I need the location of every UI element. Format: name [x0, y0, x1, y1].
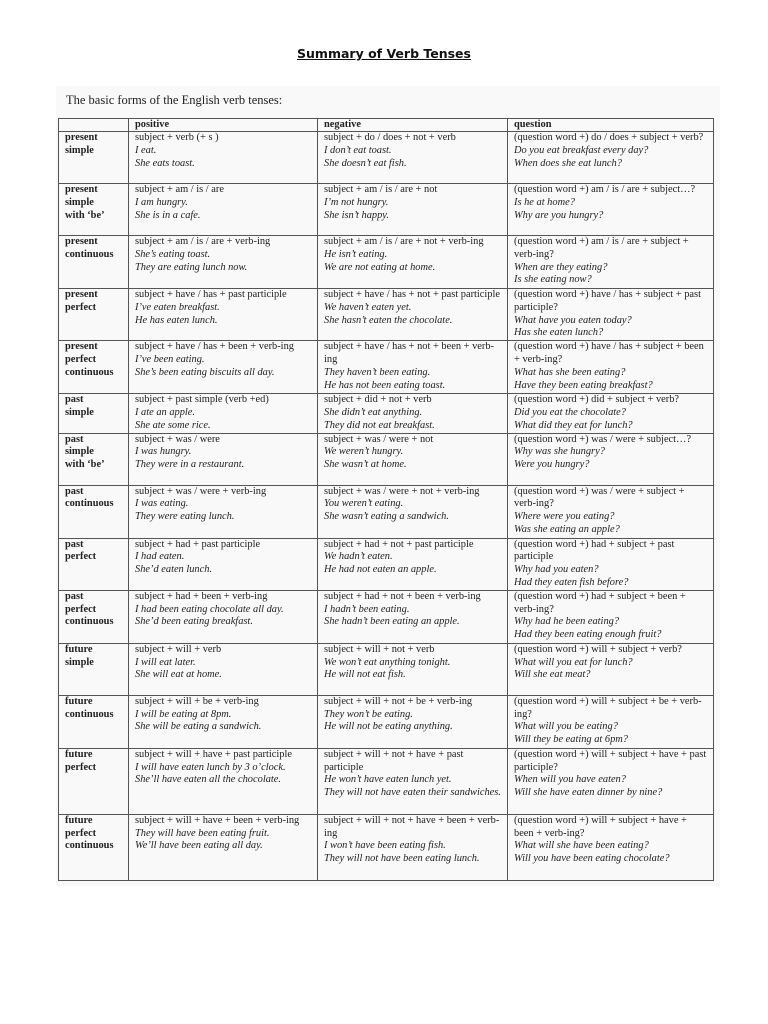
- tense-name-line: simple: [65, 144, 94, 156]
- positive-example: They were eating lunch.: [135, 511, 235, 523]
- tense-name-line: with ‘be’: [65, 209, 105, 221]
- tense-name-line: perfect: [65, 603, 97, 615]
- tense-name-line: future: [65, 695, 93, 707]
- table-body: [59, 132, 714, 881]
- positive-example: I eat.: [135, 144, 157, 156]
- negative-example: We won’t eat anything tonight.: [324, 656, 451, 668]
- question-rule: (question word +) do / does + subject + verb?: [514, 132, 704, 143]
- tense-name-cell: [59, 132, 129, 184]
- negative-example: We weren’t hungry.: [324, 446, 404, 458]
- table-row: [59, 643, 714, 695]
- negative-form-cell: [318, 433, 508, 485]
- negative-rule: subject + will + not + have + been + verb-ing: [324, 814, 500, 839]
- question-example: Why had he been eating?: [514, 616, 620, 628]
- question-form-cell: [508, 538, 714, 590]
- question-form-cell: [508, 590, 714, 643]
- question-rule: (question word +) will + subject + have + been + verb-ing?: [514, 814, 687, 839]
- tense-name-line: continuous: [65, 840, 114, 852]
- negative-rule: subject + had + not + past participle: [324, 538, 474, 550]
- negative-example: They haven’t been eating.: [324, 366, 431, 378]
- negative-example: I won’t have been eating fish.: [324, 840, 446, 852]
- table-row: [59, 814, 714, 880]
- negative-example: They won’t be eating.: [324, 708, 413, 720]
- tense-name-line: continuous: [65, 708, 114, 720]
- negative-example: She isn’t happy.: [324, 209, 389, 221]
- question-example: Where were you eating?: [514, 511, 615, 523]
- positive-example: I am hungry.: [135, 196, 188, 208]
- question-rule: (question word +) will + subject + verb?: [514, 643, 682, 655]
- question-rule: (question word +) was / were + subject + verb-ing?: [514, 485, 685, 510]
- negative-rule: subject + will + not + be + verb-ing: [324, 695, 473, 707]
- positive-form-cell: [129, 394, 318, 433]
- question-form-cell: [508, 748, 714, 814]
- question-form-cell: [508, 394, 714, 433]
- question-form-cell: [508, 695, 714, 748]
- tense-name-cell: [59, 341, 129, 394]
- negative-rule: subject + did + not + verb: [324, 394, 432, 406]
- positive-example: I will have eaten lunch by 3 o’clock.: [135, 761, 286, 773]
- document-title: Summary of Verb Tenses: [297, 46, 471, 61]
- negative-rule: subject + was / were + not: [324, 433, 434, 445]
- tense-name-line: past: [65, 433, 84, 445]
- positive-example: She ate some rice.: [135, 419, 211, 431]
- positive-rule: subject + past simple (verb +ed): [135, 394, 269, 406]
- positive-rule: subject + am / is / are: [135, 184, 224, 195]
- positive-example: She’d been eating breakfast.: [135, 616, 253, 628]
- negative-example: He will not eat fish.: [324, 669, 406, 681]
- negative-example: She didn’t eat anything.: [324, 406, 423, 418]
- tense-name-line: perfect: [65, 301, 97, 313]
- positive-example: I’ve been eating.: [135, 353, 205, 365]
- positive-form-cell: [129, 485, 318, 538]
- positive-rule: subject + will + have + past participle: [135, 748, 292, 760]
- question-example: Were you hungry?: [514, 459, 590, 471]
- table-row: [59, 184, 714, 236]
- tense-name-cell: [59, 289, 129, 341]
- tense-name-line: past: [65, 485, 84, 497]
- positive-example: He has eaten lunch.: [135, 314, 218, 326]
- negative-rule: subject + was / were + not + verb-ing: [324, 485, 480, 497]
- tense-name-line: simple: [65, 446, 94, 458]
- tense-name-line: continuous: [65, 616, 114, 628]
- positive-form-cell: [129, 814, 318, 880]
- header-tense: [59, 119, 129, 132]
- tense-name-line: with ‘be’: [65, 459, 105, 471]
- question-example: Is she eating now?: [514, 274, 592, 286]
- negative-rule: subject + am / is / are + not: [324, 184, 438, 195]
- positive-example: I had been eating chocolate all day.: [135, 603, 284, 615]
- positive-form-cell: [129, 695, 318, 748]
- negative-rule: subject + will + not + have + past participle: [324, 748, 464, 773]
- positive-example: She’s eating toast.: [135, 248, 211, 260]
- tense-name-line: simple: [65, 656, 94, 668]
- positive-rule: subject + was / were + verb-ing: [135, 485, 267, 497]
- positive-rule: subject + have / has + been + verb-ing: [135, 341, 294, 353]
- tense-name-line: perfect: [65, 827, 97, 839]
- question-rule: (question word +) had + subject + past participle: [514, 538, 675, 563]
- question-rule: (question word +) did + subject + verb?: [514, 394, 680, 406]
- table-row: [59, 590, 714, 643]
- positive-example: I was hungry.: [135, 446, 192, 458]
- negative-example: He won’t have eaten lunch yet.: [324, 774, 452, 786]
- negative-rule: subject + had + not + been + verb-ing: [324, 590, 481, 602]
- question-example: When does she eat lunch?: [514, 157, 622, 169]
- table-row: [59, 433, 714, 485]
- question-rule: (question word +) am / is / are + subject…?: [514, 184, 696, 195]
- positive-example: They were in a restaurant.: [135, 459, 245, 471]
- question-example: What have you eaten today?: [514, 314, 632, 326]
- negative-form-cell: [318, 394, 508, 433]
- question-example: Is he at home?: [514, 196, 575, 208]
- table-row: [59, 748, 714, 814]
- tense-name-line: perfect: [65, 761, 97, 773]
- positive-example: I will eat later.: [135, 656, 196, 668]
- question-example: When are they eating?: [514, 261, 608, 273]
- tense-name-line: future: [65, 814, 93, 826]
- table-row: [59, 236, 714, 289]
- positive-form-cell: [129, 341, 318, 394]
- tense-name-line: continuous: [65, 498, 114, 510]
- tense-name-line: perfect: [65, 551, 97, 563]
- table-row: [59, 485, 714, 538]
- question-form-cell: [508, 184, 714, 236]
- negative-example: They will not have been eating lunch.: [324, 853, 480, 865]
- positive-rule: subject + had + past participle: [135, 538, 261, 550]
- positive-form-cell: [129, 748, 318, 814]
- positive-rule: subject + had + been + verb-ing: [135, 590, 268, 602]
- question-form-cell: [508, 289, 714, 341]
- negative-form-cell: [318, 695, 508, 748]
- negative-example: I hadn’t been eating.: [324, 603, 410, 615]
- question-form-cell: [508, 485, 714, 538]
- negative-rule: subject + am / is / are + not + verb-ing: [324, 236, 484, 247]
- negative-example: She doesn’t eat fish.: [324, 157, 407, 169]
- header-question: question: [508, 119, 714, 132]
- tense-name-line: perfect: [65, 353, 97, 365]
- tense-name-cell: [59, 538, 129, 590]
- question-example: When will you have eaten?: [514, 774, 626, 786]
- question-form-cell: [508, 132, 714, 184]
- question-example: Do you eat breakfast every day?: [514, 144, 649, 156]
- negative-rule: subject + have / has + not + been + verb-ing: [324, 341, 495, 365]
- positive-example: We’ll have been eating all day.: [135, 840, 263, 852]
- question-example: Will you have been eating chocolate?: [514, 853, 670, 865]
- negative-example: He will not be eating anything.: [324, 721, 453, 733]
- question-example: Will they be eating at 6pm?: [514, 734, 628, 746]
- table-row: [59, 341, 714, 394]
- positive-example: They are eating lunch now.: [135, 261, 248, 273]
- positive-rule: subject + will + verb: [135, 643, 222, 655]
- tense-name-line: present: [65, 184, 98, 195]
- positive-form-cell: [129, 289, 318, 341]
- question-rule: (question word +) was / were + subject…?: [514, 433, 692, 445]
- question-form-cell: [508, 433, 714, 485]
- positive-example: I had eaten.: [135, 551, 185, 563]
- positive-rule: subject + will + be + verb-ing: [135, 695, 259, 707]
- tense-name-cell: [59, 695, 129, 748]
- question-example: What will you eat for lunch?: [514, 656, 633, 668]
- question-example: What will you be eating?: [514, 721, 618, 733]
- question-rule: (question word +) had + subject + been + verb-ing?: [514, 590, 686, 615]
- positive-rule: subject + verb (+ s ): [135, 132, 219, 143]
- tense-name-line: past: [65, 538, 84, 550]
- negative-form-cell: [318, 590, 508, 643]
- negative-rule: subject + do / does + not + verb: [324, 132, 456, 143]
- tense-name-line: present: [65, 236, 98, 247]
- table-row: [59, 538, 714, 590]
- table-row: [59, 695, 714, 748]
- question-example: Did you eat the chocolate?: [514, 406, 626, 418]
- positive-example: They will have been eating fruit.: [135, 827, 270, 839]
- table-row: [59, 394, 714, 433]
- question-rule: (question word +) will + subject + be + verb-ing?: [514, 695, 702, 720]
- positive-example: She eats toast.: [135, 157, 195, 169]
- tense-name-cell: [59, 485, 129, 538]
- positive-form-cell: [129, 643, 318, 695]
- positive-example: She’s been eating biscuits all day.: [135, 366, 275, 378]
- question-rule: (question word +) have / has + subject + been + verb-ing?: [514, 341, 704, 365]
- question-example: Has she eaten lunch?: [514, 327, 604, 339]
- intro-text: The basic forms of the English verb tenses:: [66, 93, 283, 107]
- negative-example: He has not been eating toast.: [324, 379, 446, 391]
- positive-example: She is in a cafe.: [135, 209, 201, 221]
- positive-example: She will be eating a sandwich.: [135, 721, 262, 733]
- tense-name-line: future: [65, 643, 93, 655]
- positive-form-cell: [129, 184, 318, 236]
- tense-name-line: simple: [65, 196, 94, 208]
- negative-example: We are not eating at home.: [324, 261, 436, 273]
- table-row: [59, 132, 714, 184]
- negative-rule: subject + will + not + verb: [324, 643, 435, 655]
- negative-form-cell: [318, 132, 508, 184]
- table-row: [59, 289, 714, 341]
- positive-form-cell: [129, 590, 318, 643]
- tense-name-cell: [59, 394, 129, 433]
- negative-form-cell: [318, 184, 508, 236]
- positive-form-cell: [129, 433, 318, 485]
- question-rule: (question word +) will + subject + have + past participle?: [514, 748, 707, 773]
- positive-example: She’d eaten lunch.: [135, 564, 213, 576]
- positive-form-cell: [129, 132, 318, 184]
- positive-form-cell: [129, 538, 318, 590]
- positive-example: I will be eating at 8pm.: [135, 708, 232, 720]
- question-example: Why are you hungry?: [514, 209, 604, 221]
- negative-rule: subject + have / has + not + past participle: [324, 289, 500, 300]
- negative-form-cell: [318, 289, 508, 341]
- tense-name-cell: [59, 643, 129, 695]
- negative-example: She wasn’t at home.: [324, 459, 407, 471]
- tense-name-line: present: [65, 289, 98, 300]
- question-rule: (question word +) am / is / are + subject + verb-ing?: [514, 236, 689, 260]
- negative-form-cell: [318, 643, 508, 695]
- negative-form-cell: [318, 485, 508, 538]
- tense-name-cell: [59, 748, 129, 814]
- negative-example: I don’t eat toast.: [324, 144, 392, 156]
- question-example: What did they eat for lunch?: [514, 419, 633, 431]
- negative-example: I’m not hungry.: [324, 196, 389, 208]
- negative-form-cell: [318, 814, 508, 880]
- verb-tenses-table: [58, 118, 714, 881]
- question-example: Will she have eaten dinner by nine?: [514, 787, 663, 799]
- tense-name-line: present: [65, 341, 98, 353]
- question-example: Will she eat meat?: [514, 669, 591, 681]
- tense-name-line: continuous: [65, 366, 114, 378]
- question-form-cell: [508, 643, 714, 695]
- negative-form-cell: [318, 538, 508, 590]
- positive-rule: subject + am / is / are + verb-ing: [135, 236, 271, 247]
- question-form-cell: [508, 814, 714, 880]
- negative-example: We hadn’t eaten.: [324, 551, 393, 563]
- question-rule: (question word +) have / has + subject + past participle?: [514, 289, 701, 313]
- question-form-cell: [508, 341, 714, 394]
- negative-form-cell: [318, 748, 508, 814]
- positive-rule: subject + was / were: [135, 433, 220, 445]
- negative-example: They did not eat breakfast.: [324, 419, 435, 431]
- positive-example: She will eat at home.: [135, 669, 222, 681]
- negative-example: She hasn’t eaten the chocolate.: [324, 314, 453, 326]
- tense-name-line: simple: [65, 406, 94, 418]
- question-example: Had they eaten fish before?: [514, 576, 629, 588]
- positive-example: I ate an apple.: [135, 406, 196, 418]
- negative-example: She wasn’t eating a sandwich.: [324, 511, 449, 523]
- tense-name-cell: [59, 814, 129, 880]
- tense-name-line: continuous: [65, 248, 114, 260]
- header-negative: negative: [318, 119, 508, 132]
- positive-example: I’ve eaten breakfast.: [135, 301, 220, 313]
- negative-example: You weren’t eating.: [324, 498, 404, 510]
- negative-example: We haven’t eaten yet.: [324, 301, 412, 313]
- positive-rule: subject + will + have + been + verb-ing: [135, 814, 300, 826]
- question-example: Have they been eating breakfast?: [514, 379, 653, 391]
- header-positive: positive: [129, 119, 318, 132]
- table-header-row: [59, 119, 714, 132]
- tense-name-line: past: [65, 394, 84, 406]
- tense-name-cell: [59, 590, 129, 643]
- question-example: Why was she hungry?: [514, 446, 605, 458]
- negative-example: They will not have eaten their sandwiches.: [324, 787, 501, 799]
- negative-example: She hadn’t been eating an apple.: [324, 616, 460, 628]
- negative-form-cell: [318, 236, 508, 289]
- negative-example: He isn’t eating.: [324, 248, 388, 260]
- positive-example: She’ll have eaten all the chocolate.: [135, 774, 281, 786]
- question-example: Had they been eating enough fruit?: [514, 629, 662, 641]
- tense-name-line: future: [65, 748, 93, 760]
- question-example: What will she have been eating?: [514, 840, 649, 852]
- question-example: Was she eating an apple?: [514, 523, 620, 535]
- tense-name-cell: [59, 236, 129, 289]
- positive-rule: subject + have / has + past participle: [135, 289, 287, 300]
- positive-form-cell: [129, 236, 318, 289]
- question-form-cell: [508, 236, 714, 289]
- negative-example: He had not eaten an apple.: [324, 564, 437, 576]
- negative-form-cell: [318, 341, 508, 394]
- positive-example: I was eating.: [135, 498, 189, 510]
- tense-name-cell: [59, 184, 129, 236]
- question-example: Why had you eaten?: [514, 564, 599, 576]
- tense-name-line: past: [65, 590, 84, 602]
- question-example: What has she been eating?: [514, 366, 626, 378]
- tense-name-cell: [59, 433, 129, 485]
- tense-name-line: present: [65, 132, 98, 143]
